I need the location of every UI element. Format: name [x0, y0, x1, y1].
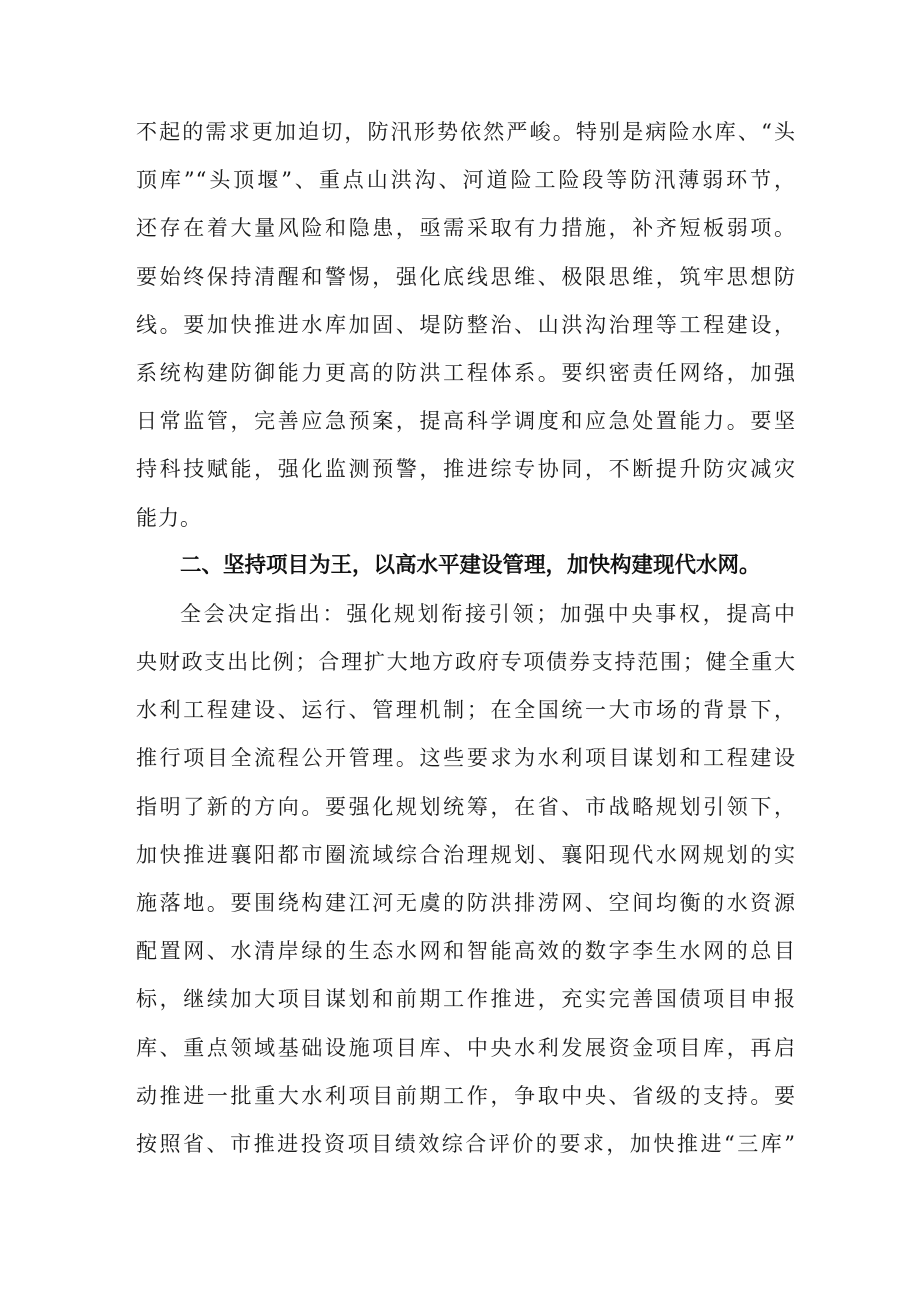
text-line: 推行项目全流程公开管理。这些要求为水利项目谋划和工程建设 — [136, 746, 796, 771]
text-line: 要始终保持清醒和警惕，强化底线思维、极限思维，筑牢思想防 — [136, 264, 796, 289]
text-line: 能力。 — [136, 505, 202, 530]
text-line: 全会决定指出：强化规划衔接引领；加强中央事权，提高中 — [180, 601, 796, 626]
text-line: 加快推进襄阳都市圈流域综合治理规划、襄阳现代水网规划的实 — [136, 842, 796, 867]
text-line: 线。要加快推进水库加固、堤防整治、山洪沟治理等工程建设， — [136, 312, 796, 337]
text-line: 动推进一批重大水利项目前期工作，争取中央、省级的支持。要 — [136, 1083, 796, 1108]
text-line: 日常监管，完善应急预案，提高科学调度和应急处置能力。要坚 — [136, 409, 796, 434]
text-line: 央财政支出比例；合理扩大地方政府专项债券支持范围；健全重大 — [136, 650, 796, 675]
text-line: 不起的需求更加迫切，防汛形势依然严峻。特别是病险水库、“头 — [136, 120, 796, 144]
text-line: 持科技赋能，强化监测预警，推进综专协同，不断提升防灾减灾 — [136, 457, 796, 482]
document-body — [136, 108, 796, 1168]
section-heading: 二、坚持项目为王，以高水平建设管理，加快构建现代水网。 — [180, 552, 761, 578]
text-line: 指明了新的方向。要强化规划统筹，在省、市战略规划引领下， — [136, 794, 796, 819]
text-line: 系统构建防御能力更高的防洪工程体系。要织密责任网络，加强 — [136, 360, 796, 385]
text-line: 水利工程建设、运行、管理机制；在全国统一大市场的背景下， — [136, 698, 796, 723]
text-line: 施落地。要围绕构建江河无虞的防洪排涝网、空间均衡的水资源 — [136, 891, 796, 915]
text-line: 顶库”“头顶堰”、重点山洪沟、河道险工险段等防汛薄弱环节， — [136, 168, 796, 193]
text-line: 还存在着大量风险和隐患，亟需采取有力措施，补齐短板弱项。 — [136, 216, 796, 241]
text-line: 配置网、水清岸绿的生态水网和智能高效的数字李生水网的总目 — [136, 939, 796, 964]
text-line: 按照省、市推进投资项目绩效综合评价的要求，加快推进“三库” — [136, 1131, 796, 1156]
text-line: 库、重点领域基础设施项目库、中央水利发展资金项目库，再启 — [136, 1035, 796, 1060]
text-line: 标，继续加大项目谋划和前期工作推进，充实完善国债项目申报 — [136, 987, 796, 1012]
